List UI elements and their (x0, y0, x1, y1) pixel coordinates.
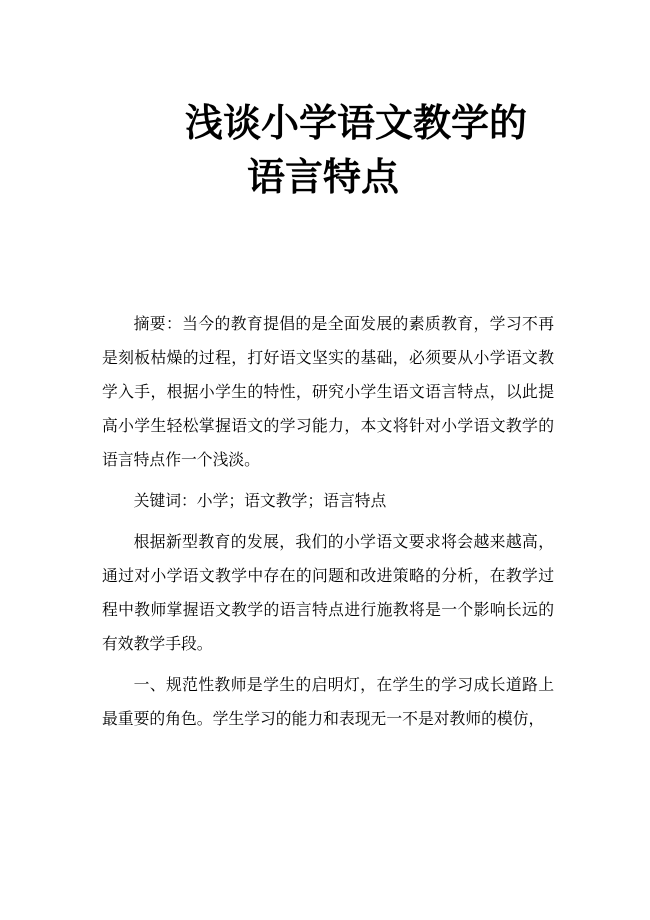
keywords-paragraph: 关键词：小学；语文教学；语言特点 (133, 491, 387, 510)
document-title-line-1: 浅谈小学语文教学的 (185, 101, 528, 145)
abstract-paragraph: 摘要：当今的教育提倡的是全面发展的素质教育，学习不再是刻板枯燥的过程，打好语文坚实的基础，必须要从小学语文教学入手，根据小学生的特性，研究小学生语文语言特点，以此提高小学生轻松掌握语文的学习能力，本文将针对小学语文教学的语言特点作一个浅淡。 (102, 314, 554, 469)
section-1-paragraph: 一、规范性教师是学生的启明灯，在学生的学习成长道路上最重要的角色。学生学习的能力和表现无一不是对教师的模仿， (102, 675, 554, 728)
document-body (102, 307, 554, 743)
document-title-line-2: 语言特点 (247, 155, 400, 199)
intro-paragraph: 根据新型教育的发展，我们的小学语文要求将会越来越高，通过对小学语文教学中存在的问题和改进策略的分析，在教学过程中教师掌握语文教学的语言特点进行施教将是一个影响长远的有效教学手段。 (102, 532, 554, 653)
